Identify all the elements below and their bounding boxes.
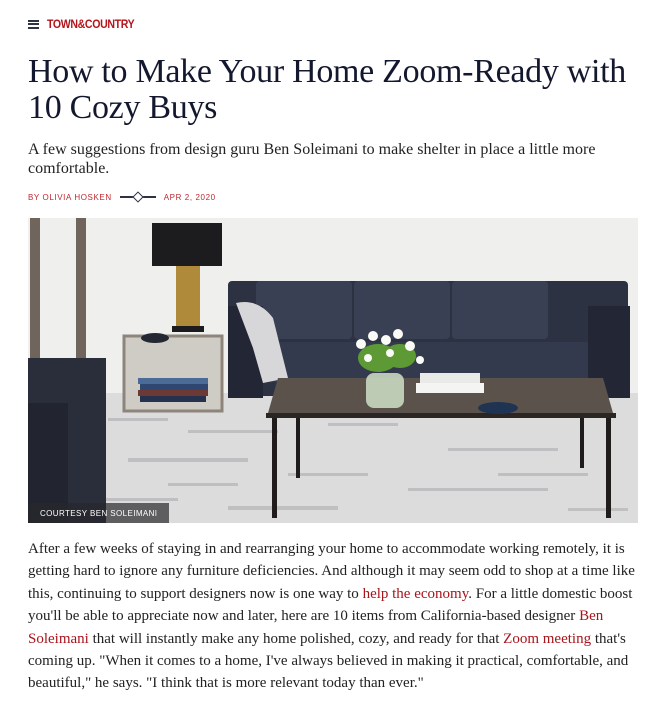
living-room-photo	[28, 218, 638, 523]
body-text-segment: that will instantly make any home polished, cozy, and ready for that	[88, 630, 504, 647]
byline	[28, 192, 216, 202]
site-logo[interactable]: TOWN&COUNTRY	[47, 17, 135, 31]
body-text-segment: After a few weeks of staying in and rearranging your home to accommodate working remotely, it is getting hard to ignore any furniture deficiencies. And although it may seem odd to shop at a time like this, continuing to support designers now is one way to	[28, 541, 635, 602]
article-dek: A few suggestions from design guru Ben Soleimani to make shelter in place a little more comfortable.	[28, 141, 596, 177]
help-the-economy-link[interactable]: help the economy	[362, 585, 469, 602]
article-body-paragraph	[28, 538, 648, 695]
site-header	[28, 14, 146, 34]
hero-image	[28, 218, 638, 523]
byline-date: APR 2, 2020	[163, 192, 216, 202]
byline-author[interactable]: BY OLIVIA HOSKEN	[28, 192, 112, 202]
diamond-line-divider-icon	[120, 192, 156, 202]
photo-credit: COURTESY BEN SOLEIMANI	[28, 503, 169, 523]
body-text-segment: . For a little domestic boost you'll be able to appreciate now and later, here are 10 items from California-based designer	[28, 585, 633, 625]
ben-soleimani-link[interactable]: Ben Soleimani	[28, 608, 604, 647]
zoom-meeting-link[interactable]: Zoom meeting	[503, 630, 592, 647]
hamburger-menu-icon[interactable]	[28, 20, 39, 29]
body-text-segment: that's coming up. "When it comes to a home, I've always believed in making it practical, comfortable, and beautiful," he says. "I think that is more relevant today than ever."	[28, 630, 629, 692]
article-title: How to Make Your Home Zoom-Ready with 10 Cozy Buys	[28, 53, 627, 126]
